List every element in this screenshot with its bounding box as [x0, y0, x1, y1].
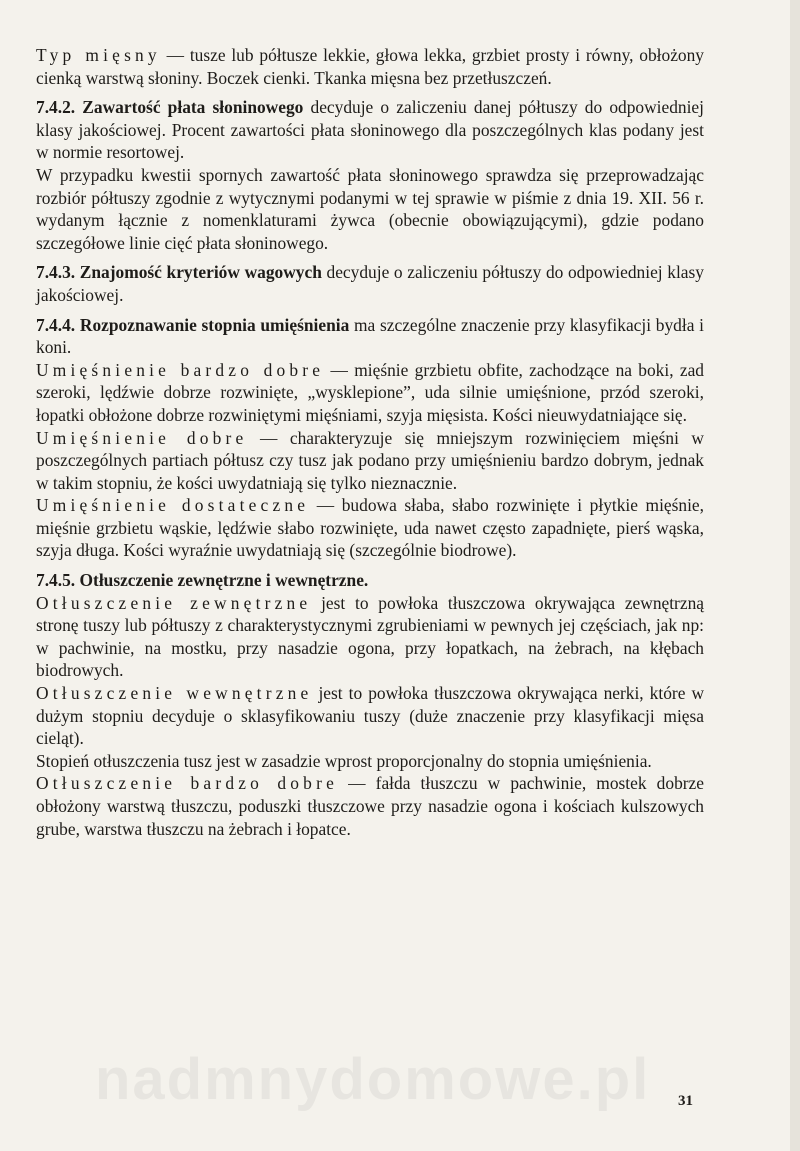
paragraph-otluszczenie-wewnetrzne	[36, 682, 704, 750]
page-number: 31	[678, 1093, 693, 1109]
paragraph-text: decyduje o zaliczeniu danej półtuszy do odpowiedniej klasy jakościowej. Procent zawartości płata słoninowego dla poszczególnych klas podany jest w normie resortowej.	[36, 97, 704, 163]
section-7-4-5	[36, 569, 704, 592]
section-title: Znajomość kryteriów wagowych	[79, 262, 322, 283]
paragraph-text: — mięśnie grzbietu obfite, zachodzące na boki, zad szeroki, lędźwie dobrze rozwinięte, „wysklepione”, uda silnie umięśnione, przód szeroki, łopatki obłożone dobrze rozwiniętymi mięśniami, szyja mięsista. Kości nieuwydatniające się.	[36, 359, 704, 425]
term-lead: Umięśnienie bardzo dobre	[36, 359, 325, 380]
paragraph-text: ma szczególne znaczenie przy klasyfikacji bydła i koni.	[36, 314, 704, 358]
section-7-4-2	[36, 96, 704, 164]
section-number: 7.4.3.	[36, 262, 76, 283]
paragraph-text: — charakteryzuje się mniejszym rozwinięciem mięśni w poszczególnych partiach półtusz czy tusz jak podano przy umięśnieniu bardzo dobrym, jednak w takim stopniu, że kości uwydatniają się tylko nieznacznie.	[36, 427, 704, 493]
paragraph-text: — tusze lub półtusze lekkie, głowa lekka, grzbiet prosty i równy, obłożony cienką warstwą słoniny. Boczek cienki. Tkanka mięsna bez przetłuszczeń.	[36, 45, 704, 88]
paragraph-typ-miesny	[36, 44, 704, 89]
paragraph-otluszczenie-zewnetrzne	[36, 592, 704, 682]
term-lead: Umięśnienie dobre	[36, 427, 248, 448]
paragraph-text: — budowa słaba, słabo rozwinięte i płytkie mięśnie, mięśnie grzbietu wąskie, lędźwie słabo rozwinięte, uda nawet często zapadnięte, pierś wąska, szyja długa. Kości wyraźnie uwydatniają się (szczególnie biodrowe).	[36, 495, 704, 561]
term-lead: Otłuszczenie wewnętrzne	[36, 683, 313, 704]
section-number: 7.4.5.	[36, 570, 76, 591]
section-number: 7.4.2.	[36, 97, 76, 118]
section-7-4-3	[36, 261, 704, 306]
paragraph-umiesnienie-dobre	[36, 427, 704, 495]
paragraph-umiesnienie-bardzo-dobre	[36, 359, 704, 427]
paragraph-text: jest to powłoka tłuszczowa okrywająca zewnętrzną stronę tuszy lub półtuszy z charakterystycznymi zgrubieniami w pewnych jej częściach, jak np: w pachwinie, na mostku, przy nasadzie ogona, przy łopatkach, na żebrach, na kłębach biodrowych.	[36, 592, 704, 681]
paragraph-text: decyduje o zaliczeniu półtuszy do odpowiedniej klasy jakościowej.	[36, 262, 704, 305]
paragraph-kwestie-sporne: W przypadku kwestii spornych zawartość płata słoninowego sprawdza się przeprowadzając rozbiór półtuszy zgodnie z wytycznymi podanymi w tej sprawie w piśmie z dnia 19. XII. 56 r. wydanym łącznie z nomenklaturami żywca (obecnie obowiązującymi), gdzie podano szczegółowe linie cięć płata słoninowego.	[36, 164, 704, 253]
paragraph-stopien-otluszczenia: Stopień otłuszczenia tusz jest w zasadzie wprost proporcjonalny do stopnia umięśnienia.	[36, 750, 652, 771]
paragraph-text: jest to powłoka tłuszczowa okrywająca nerki, które w dużym stopniu decyduje o sklasyfikowaniu tuszy (duże znaczenie przy klasyfikacji mięsa cieląt).	[36, 683, 705, 749]
page-edge-shadow	[790, 0, 800, 1151]
paragraph-umiesnienie-dostateczne	[36, 494, 704, 562]
section-number: 7.4.4.	[36, 314, 76, 335]
term-lead: Typ mięsny	[36, 45, 161, 65]
paragraph-otluszczenie-bardzo-dobre	[36, 772, 704, 840]
term-lead: Umięśnienie dostateczne	[36, 495, 310, 516]
section-title: Otłuszczenie zewnętrzne i wewnętrzne.	[79, 570, 369, 591]
watermark: nadmnydomowe.pl	[95, 1047, 651, 1112]
section-title: Zawartość płata słoninowego	[82, 97, 304, 118]
term-lead: Otłuszczenie bardzo dobre	[36, 773, 338, 794]
term-lead: Otłuszczenie zewnętrzne	[36, 592, 312, 613]
document-page	[36, 44, 704, 840]
paragraph-text: — fałda tłuszczu w pachwinie, mostek dobrze obłożony warstwą tłuszczu, poduszki tłuszczowe przy nasadzie ogona i kościach kulszowych grube, warstwa tłuszczu na żebrach i łopatce.	[36, 773, 704, 839]
section-7-4-4	[36, 314, 704, 359]
section-title: Rozpoznawanie stopnia umięśnienia	[79, 314, 350, 335]
